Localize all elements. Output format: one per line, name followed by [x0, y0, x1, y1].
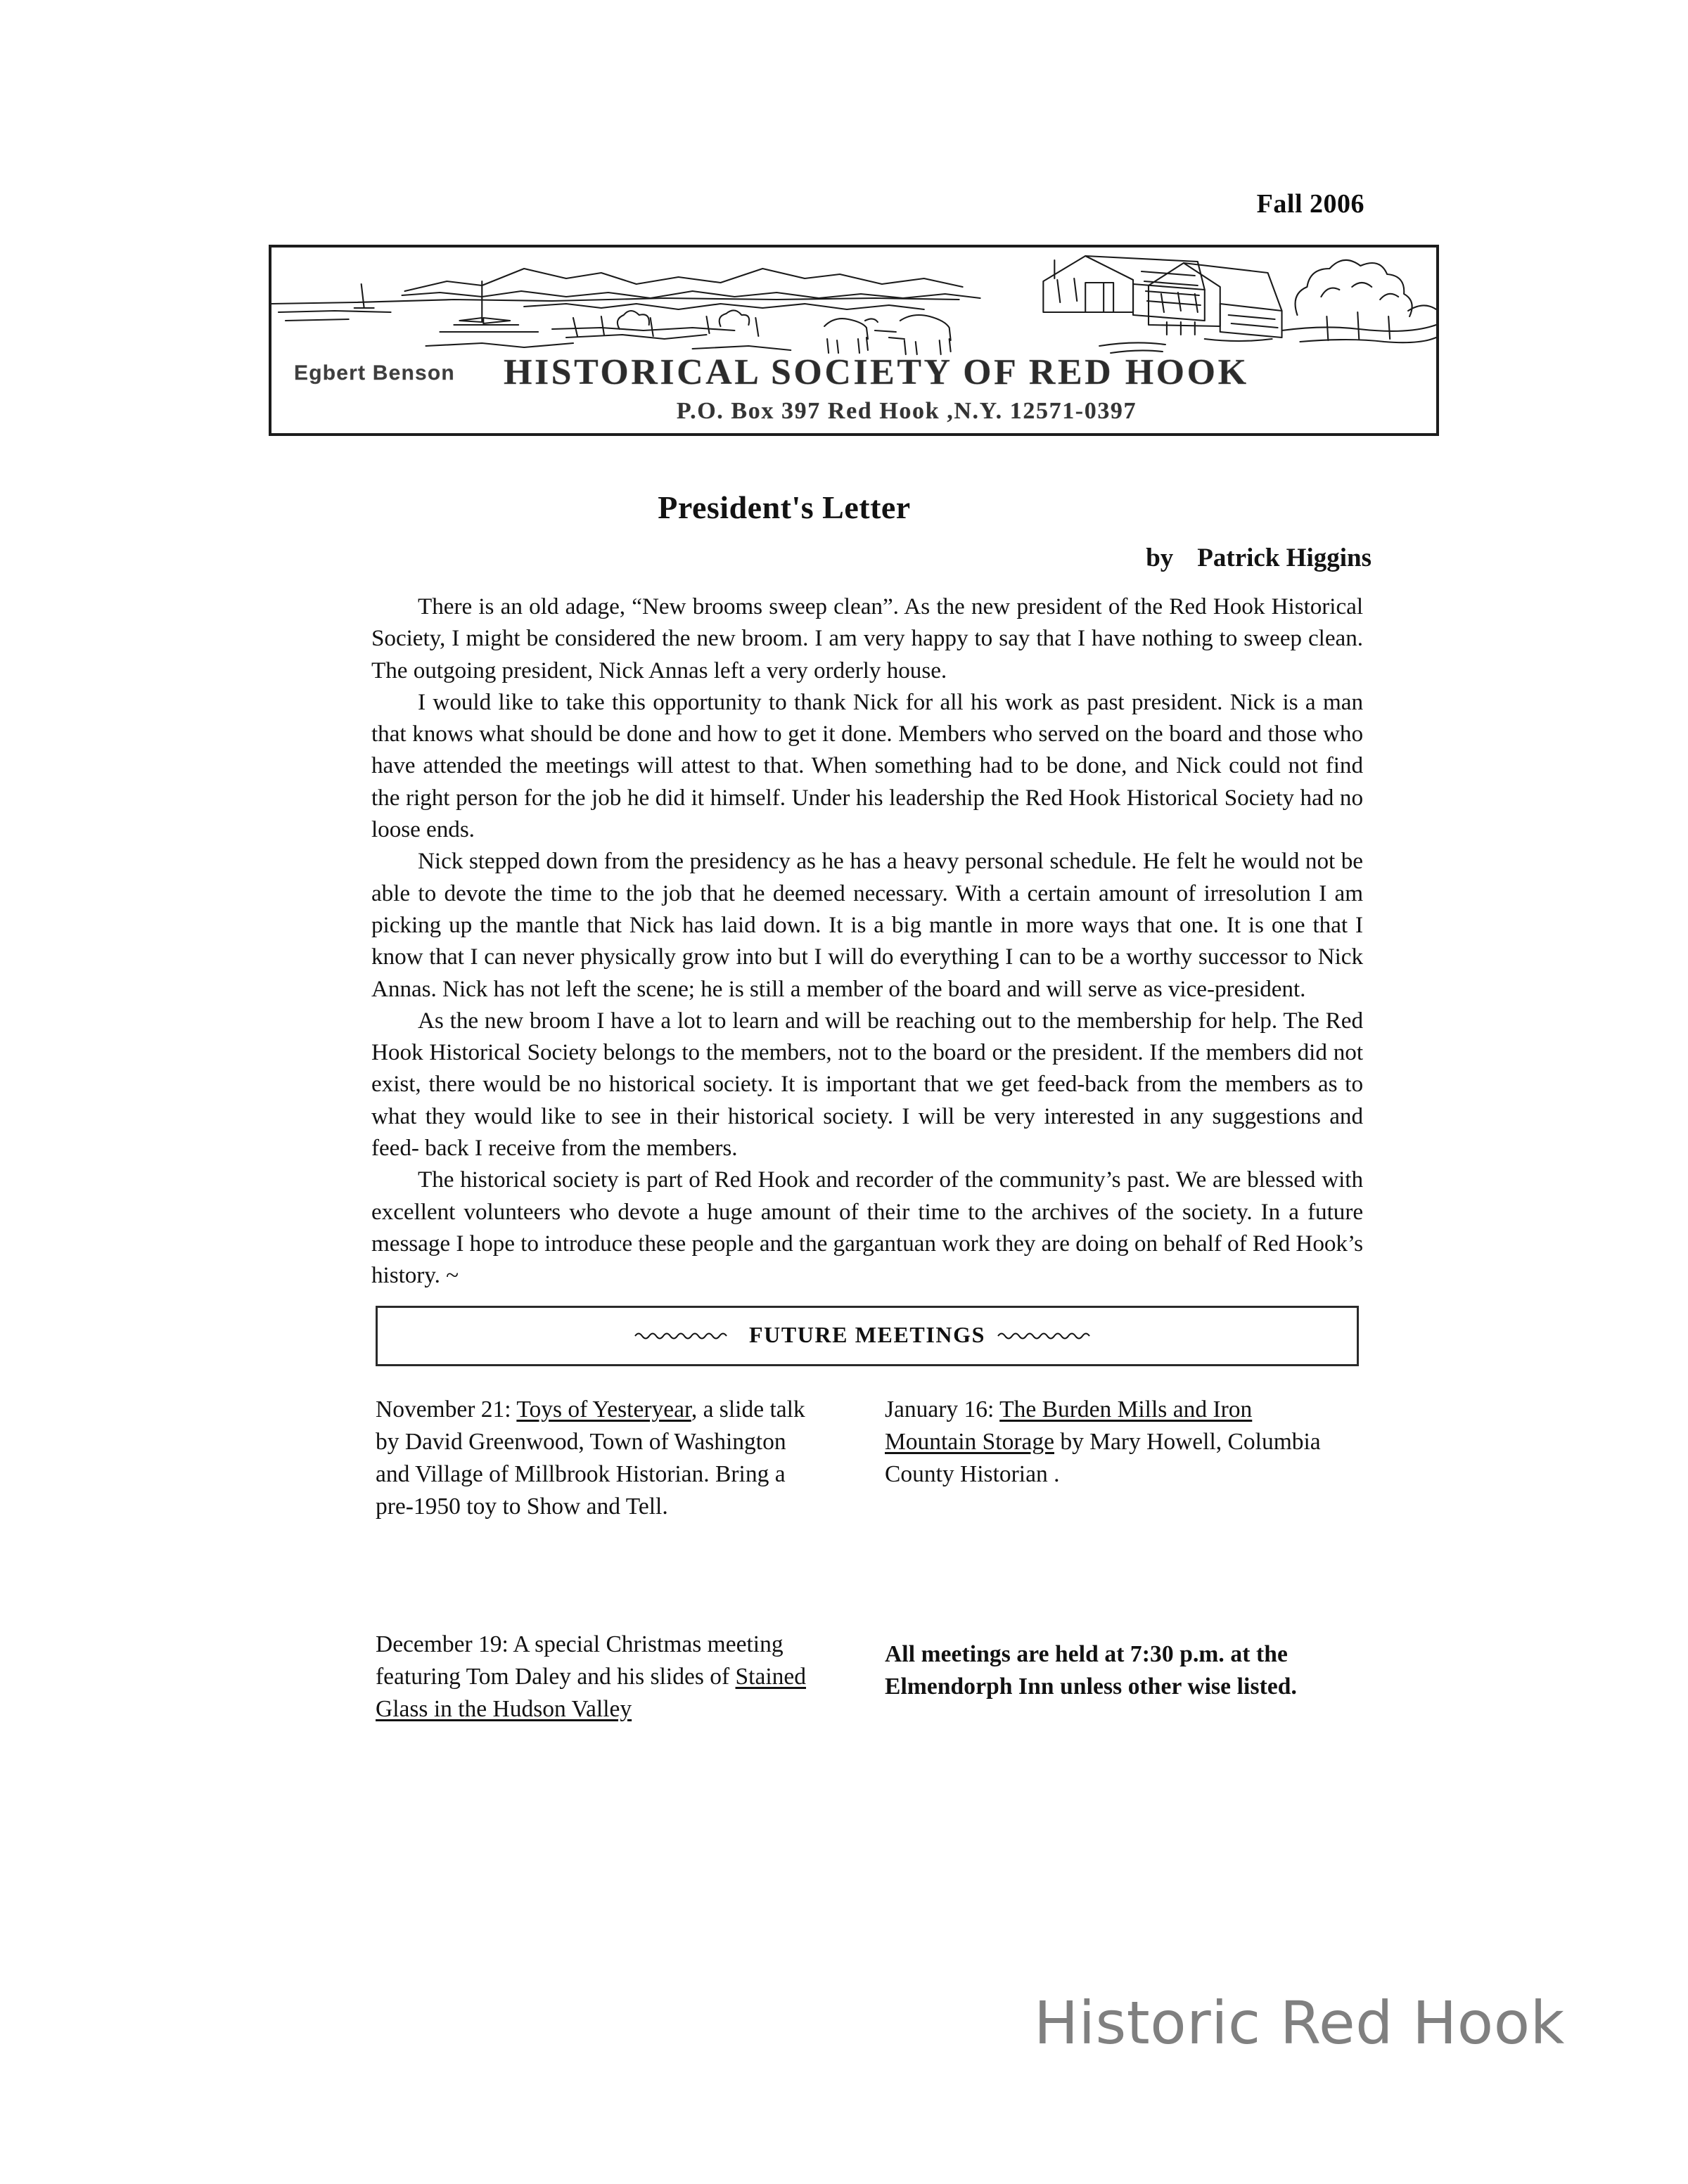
meeting-entry-november: [376, 1394, 826, 1523]
meeting-entry-december: [376, 1629, 826, 1726]
byline-author: Patrick Higgins: [1197, 544, 1372, 572]
page-title: President's Letter: [658, 489, 911, 525]
future-meetings-banner: [376, 1306, 1359, 1366]
letter-paragraph: The historical society is part of Red Hook and recorder of the community’s past. We are blessed with excellent volunteers who devote a huge amount of their time to the archives of the society. In a future message I hope to introduce these people and the gargantuan work they are doing on behalf of Red Hook’s history. ~: [371, 1167, 1363, 1289]
masthead-title-row: [271, 352, 1436, 401]
meeting-description: by Mary Howell, Columbia County Historian .: [885, 1429, 1321, 1487]
future-meetings-label: FUTURE MEETINGS: [748, 1322, 986, 1347]
meeting-entry-january: [885, 1394, 1335, 1491]
letter-paragraph: As the new broom I have a lot to learn and will be reaching out to the membership for help. The Red Hook Historical Society belongs to the members, not to the board or the president. If the members did not exist, there would be no historical society. It is important that we get feed-back from the members as to what they would like to see in their historical society. I will be very interested in any suggestions and feed- back I receive from the members.: [371, 1007, 1363, 1162]
letter-paragraph: Nick stepped down from the presidency as he has a heavy personal schedule. He felt he would not be able to devote the time to the job that he deemed necessary. With a certain amount of irresolution I am picking up the mantle that Nick has laid down. It is a big mantle in more ways that one. It is one that I know that I can never physically grow into but I will do everything I can to be a worthy successor to Nick Annas. Nick has not left the scene; he is still a member of the board and will serve as vice-president.: [371, 848, 1363, 1002]
meeting-work-title: Toys of Yesteryear: [516, 1396, 691, 1422]
meeting-work-title: Stained Glass in the Hudson Valley: [376, 1664, 807, 1722]
meeting-date: January 16:: [885, 1396, 1000, 1422]
meeting-description: , a slide talk by David Greenwood, Town of Washington and Village of Millbrook Historian. Bring a pre-1950 toy to Show and Tell.: [376, 1396, 805, 1520]
egbert-benson-label: Egbert Benson: [294, 361, 455, 385]
byline-by-word: by: [1146, 544, 1174, 572]
letter-paragraph: I would like to take this opportunity to thank Nick for all his work as past president. Nick is a man that knows what should be done and how to get it done. Members who served on the board and those who have attended the meetings will attest to that. When something had to be done, and Nick could not find the right person for the job he did it himself. Under his leadership the Red Hook Historical Society had no loose ends.: [371, 688, 1363, 843]
society-name: HISTORICAL SOCIETY OF RED HOOK: [504, 352, 1249, 392]
meetings-time-location-note: All meetings are held at 7:30 p.m. at the Elmendorph Inn unless other wise listed.: [885, 1641, 1298, 1700]
byline: [703, 543, 1372, 573]
historic-red-hook-watermark: Historic Red Hook: [1034, 1989, 1565, 2057]
meetings-column-right: [885, 1394, 1335, 1703]
squiggle-left-icon: [634, 1329, 738, 1342]
meeting-description: A special Christmas meeting featuring Tom Daley and his slides of: [376, 1631, 784, 1690]
meeting-work-title: The Burden Mills and Iron Mountain Storage: [885, 1396, 1253, 1455]
meeting-date: December 19:: [376, 1631, 513, 1657]
issue-date: Fall 2006: [1256, 189, 1364, 219]
society-address: P.O. Box 397 Red Hook ,N.Y. 12571-0397: [676, 398, 1137, 424]
meeting-date: November 21:: [376, 1396, 517, 1422]
letter-paragraph: There is an old adage, “New brooms sweep clean”. As the new president of the Red Hook Historical Society, I might be considered the new broom. I am very happy to say that I have nothing to sweep clean. The outgoing president, Nick Annas left a very orderly house.: [371, 593, 1363, 683]
masthead: [269, 245, 1439, 436]
squiggle-right-icon: [997, 1329, 1101, 1342]
landscape-illustration-icon: [271, 248, 1436, 360]
meetings-column-left: [376, 1394, 826, 1726]
presidents-letter-body: [371, 591, 1363, 1292]
